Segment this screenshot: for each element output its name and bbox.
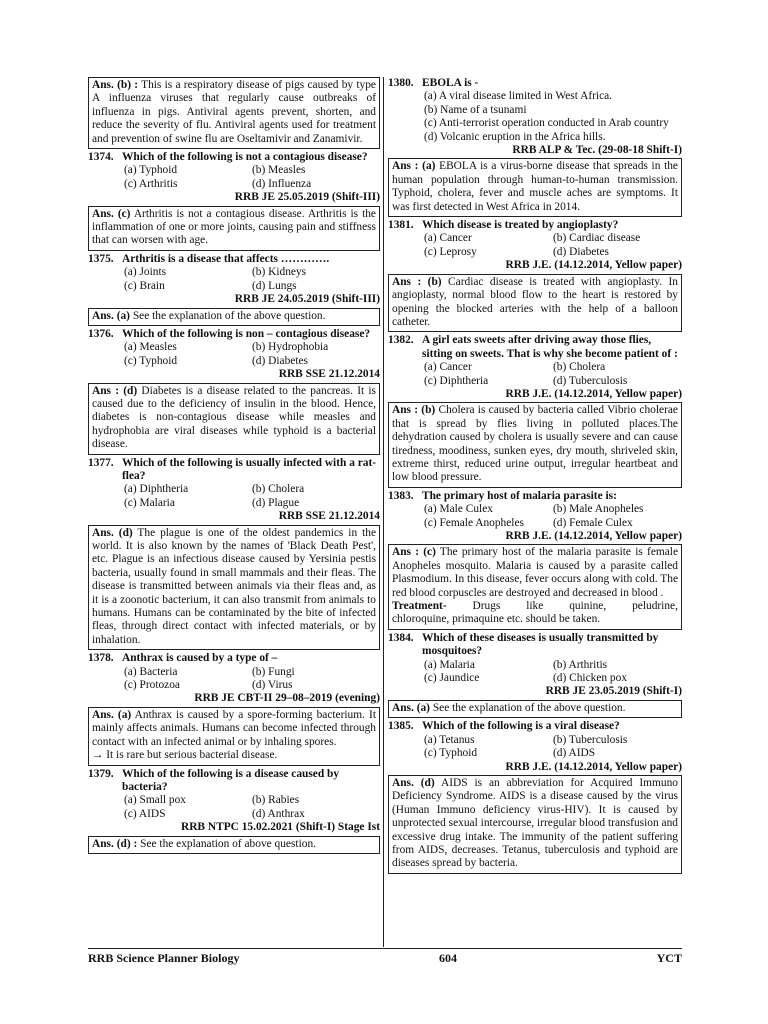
- question-number: 1378.: [88, 652, 114, 665]
- right-column: [388, 77, 682, 876]
- option-b: (b) Tuberculosis: [553, 733, 628, 746]
- question-text: Anthrax is caused by a type of –: [122, 652, 278, 665]
- question-text: The primary host of malaria parasite is:: [422, 489, 617, 502]
- question-text: Which of the following is a viral disease?: [422, 720, 620, 733]
- exam-source: RRB JE 24.05.2019 (Shift-III): [234, 293, 380, 306]
- option-a: (a) Tetanus: [424, 733, 475, 746]
- option-b: (b) Hydrophobia: [252, 341, 329, 354]
- option-c: (c) AIDS: [124, 807, 166, 820]
- answer-1380: Ans : (a) EBOLA is a virus-borne disease that spreads in the human population through human-to-human transmission. Typhoid, cholera, fever and muscle aches are symptoms. It was first detected in West Africa in 2014.: [388, 158, 682, 217]
- treatment-continued: chloroquine, primaquine etc. should be taken.: [392, 613, 601, 626]
- question-1376: [88, 328, 380, 382]
- option-a: (a) Diphtheria: [124, 483, 189, 496]
- answer-1376: Ans : (d) Diabetes is a disease related to the pancreas. It is caused due to the deficiency of insulin in the blood. Hence, diabetes is non-contagious disease while measles and hydrophobia are viral diseases while typhoid is a bacterial disease.: [88, 383, 380, 455]
- answer-1378: Ans. (a) Anthrax is caused by a spore-forming bacterium. It mainly affects animals. Humans can become infected through contact with an infected animal or by inhaling spores. → It is rare but serious bacterial disease.: [88, 707, 380, 766]
- page-footer: [88, 948, 682, 965]
- option-a: (a) Small pox: [124, 794, 187, 807]
- option-d: (d) Female Culex: [553, 516, 633, 529]
- option-c: (c) Leprosy: [424, 245, 477, 258]
- option-b: (b) Male Anopheles: [553, 503, 644, 516]
- question-1378: [88, 652, 380, 706]
- option-a: (a) Cancer: [424, 232, 472, 245]
- options: [388, 361, 682, 388]
- question-text: Which of the following is usually infected with a rat-flea?: [122, 456, 377, 482]
- question-text: EBOLA is -: [422, 77, 479, 89]
- question-number: 1385.: [388, 720, 414, 733]
- question-1383: [388, 490, 682, 544]
- question-text: Arthritis is a disease that affects ………….: [122, 252, 330, 265]
- answer-1379: Ans. (d) : See the explanation of above question.: [88, 836, 380, 854]
- option-c: (c) Anti-terrorist operation conducted in Arab country: [424, 117, 669, 130]
- page-number: 604: [439, 951, 458, 965]
- option-d: (d) Plague: [252, 496, 300, 509]
- option-a: (a) Malaria: [424, 658, 475, 671]
- question-number: 1383.: [388, 489, 414, 502]
- exam-source: RRB JE 23.05.2019 (Shift-I): [545, 685, 682, 698]
- option-a: (a) Joints: [124, 266, 167, 279]
- question-1381: [388, 219, 682, 273]
- option-b: (b) Measles: [252, 164, 306, 177]
- answer-note: → It is rare but serious bacterial disease.: [92, 749, 278, 762]
- question-number: 1377.: [88, 456, 114, 469]
- options: [88, 266, 380, 293]
- footer-publisher: YCT: [656, 951, 682, 965]
- option-c: (c) Female Anopheles: [424, 516, 524, 529]
- option-c: (c) Malaria: [124, 496, 175, 509]
- option-d: (d) Tuberculosis: [553, 374, 628, 387]
- question-number: 1374.: [88, 151, 114, 164]
- exam-source: RRB JE 25.05.2019 (Shift-III): [234, 191, 380, 204]
- question-number: 1380.: [388, 77, 414, 89]
- exam-source: RRB SSE 21.12.2014: [278, 510, 380, 523]
- option-c: (c) Protozoa: [124, 679, 180, 692]
- option-b: (b) Cholera: [553, 361, 606, 374]
- exam-source: RRB SSE 21.12.2014: [278, 368, 380, 381]
- options: [88, 666, 380, 693]
- column-divider: [383, 77, 384, 947]
- question-text: Which of the following is not a contagious disease?: [122, 151, 368, 164]
- exam-source: RRB J.E. (14.12.2014, Yellow paper): [505, 259, 682, 272]
- options: [88, 794, 380, 821]
- option-d: (d) Virus: [252, 679, 293, 692]
- question-number: 1375.: [88, 252, 114, 265]
- treatment-line: Treatment- Drugs like quinine, peludrine,: [392, 600, 678, 613]
- options: [388, 503, 682, 530]
- answer-1384: Ans. (a) See the explanation of the above question.: [388, 700, 682, 718]
- question-text: Which of the following is a disease caused by bacteria?: [122, 767, 340, 793]
- left-column: [88, 77, 380, 856]
- question-number: 1379.: [88, 767, 114, 780]
- option-b: (b) Name of a tsunami: [424, 103, 527, 116]
- option-a: (a) Measles: [124, 341, 177, 354]
- answer-1381: Ans : (b) Cardiac disease is treated with angioplasty. In angioplasty, normal blood flow to the heart is restored by opening the blocked arteries with the help of a balloon catheter.: [388, 274, 682, 333]
- answer-1375: Ans. (a) See the explanation of the above question.: [88, 308, 380, 326]
- options: [388, 90, 682, 144]
- exam-source: RRB J.E. (14.12.2014, Yellow paper): [505, 387, 682, 400]
- option-a: (a) Male Culex: [424, 503, 493, 516]
- question-1385: [388, 720, 682, 774]
- option-b: (b) Rabies: [252, 794, 300, 807]
- option-d: (d) Diabetes: [252, 354, 308, 367]
- question-number: 1376.: [88, 327, 114, 340]
- options: [88, 483, 380, 510]
- answer-1373: Ans. (b) : This is a respiratory disease of pigs caused by type A influenza viruses that regularly cause outbreaks of influenza in pigs. Antiviral agents prevent, shorten, and reduce the severity of flu. Antiviral agents used for treatment and prevention of swine flu are Oseltamivir and Zanamivir.: [88, 77, 380, 149]
- question-1382: [388, 334, 682, 401]
- options: [388, 734, 682, 761]
- option-c: (c) Typhoid: [424, 747, 478, 760]
- question-1377: [88, 457, 380, 524]
- question-1375: [88, 253, 380, 307]
- exam-source: RRB J.E. (14.12.2014, Yellow paper): [505, 760, 682, 773]
- option-c: (c) Arthritis: [124, 177, 178, 190]
- question-text: Which of the following is non – contagious disease?: [122, 327, 371, 340]
- option-c: (c) Jaundice: [424, 672, 480, 685]
- option-c: (c) Diphtheria: [424, 374, 489, 387]
- footer-book-title: RRB Science Planner Biology: [88, 951, 240, 965]
- option-d: (d) Volcanic eruption in the Africa hills.: [424, 130, 606, 143]
- option-d: (d) Lungs: [252, 279, 297, 292]
- options: [388, 659, 682, 686]
- option-b: (b) Cardiac disease: [553, 232, 641, 245]
- option-a: (a) Bacteria: [124, 665, 178, 678]
- question-1379: [88, 768, 380, 835]
- option-b: (b) Cholera: [252, 483, 305, 496]
- option-b: (b) Arthritis: [553, 658, 608, 671]
- exam-source: RRB ALP & Tec. (29-08-18 Shift-I): [512, 144, 682, 157]
- option-d: (d) AIDS: [553, 747, 596, 760]
- answer-1383: Ans : (c) The primary host of the malaria parasite is female Anopheles mosquito. Malaria is caused by a parasite called Plasmodium. In this disease, fever occurs along with cold. The red blood corpuscles are destroyed and decreased in blood . Treatment- Drugs like quinine, peludrine, chloroquine, primaquine etc. should be taken.: [388, 544, 682, 629]
- question-text: Which of these diseases is usually transmitted by mosquitoes?: [422, 631, 659, 658]
- exam-source: RRB NTPC 15.02.2021 (Shift-I) Stage Ist: [180, 821, 380, 834]
- answer-1382: Ans : (b) Cholera is caused by bacteria called Vibrio cholerae that is spread by flies living in polluted places.The dehydration caused by cholera is usually severe and can cause tiredness, moodiness, sunken eyes, dry mouth, shriveled skin, extreme thirst, reduced urine output, irregular heartbeat and low blood pressure.: [388, 402, 682, 487]
- exam-source: RRB J.E. (14.12.2014, Yellow paper): [505, 530, 682, 542]
- option-a: (a) A viral disease limited in West Africa.: [424, 90, 613, 103]
- question-1380: [388, 77, 682, 157]
- question-1384: [388, 632, 682, 699]
- question-number: 1381.: [388, 219, 414, 232]
- option-a: (a) Typhoid: [124, 164, 178, 177]
- options: [88, 341, 380, 368]
- answer-1385: Ans. (d) AIDS is an abbreviation for Acquired Immuno Deficiency Syndrome. AIDS is a disease caused by the virus (Human Immuno deficiency virus-HIV). It is caused by unprotected sexual intercourse, irregular blood transfusion and excessive drug intake. The immunity of the patient suffering from AIDS, decreases. Tetanus, tuberculosis and typhoid are diseases spread by bacteria.: [388, 775, 682, 874]
- option-a: (a) Cancer: [424, 361, 472, 374]
- option-c: (c) Brain: [124, 279, 165, 292]
- question-text: Which disease is treated by angioplasty?: [422, 219, 619, 232]
- option-d: (d) Influenza: [252, 177, 312, 190]
- question-number: 1384.: [388, 631, 414, 644]
- option-b: (b) Kidneys: [252, 266, 307, 279]
- question-number: 1382.: [388, 334, 414, 347]
- question-1374: [88, 151, 380, 205]
- option-d: (d) Diabetes: [553, 245, 609, 258]
- exam-source: RRB JE CBT-II 29–08–2019 (evening): [194, 692, 380, 705]
- answer-1377: Ans. (d) The plague is one of the oldest pandemics in the world. It is also known by the names of 'Black Death Pest', etc. Plague is an infectious disease caused by Yersinia pestis bacteria, usually found in small mammals and their fleas. The disease is transmitted between animals via their fleas and, as it is a zoonotic bacterium, it can also transmit from animals to humans. Humans can be contaminated by the bite of infected fleas, through direct contact with infected materials, or by inhalation.: [88, 525, 380, 651]
- options: [388, 232, 682, 259]
- option-c: (c) Typhoid: [124, 354, 178, 367]
- options: [88, 164, 380, 191]
- option-d: (d) Chicken pox: [553, 672, 628, 685]
- answer-1374: Ans. (c) Arthritis is not a contagious disease. Arthritis is the inflammation of one or more joints, causing pain and stiffness that can worsen with age.: [88, 206, 380, 251]
- option-b: (b) Fungi: [252, 665, 295, 678]
- option-d: (d) Anthrax: [252, 807, 305, 820]
- question-text: A girl eats sweets after driving away those flies, sitting on sweets. That is why she become patient of :: [422, 334, 678, 360]
